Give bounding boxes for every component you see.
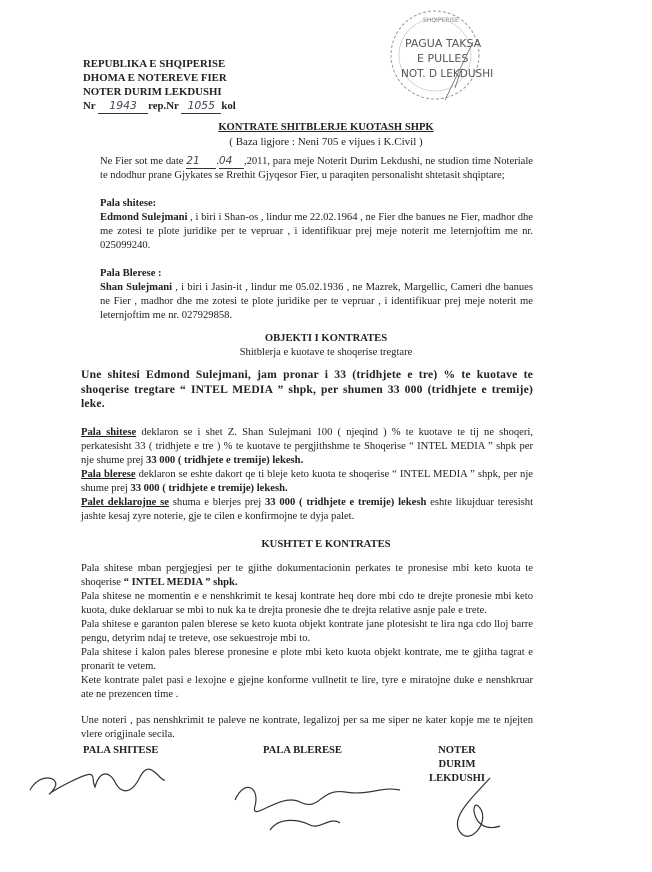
d1-text: deklaron se i shet Z. Shan Sulejmani 100 ( njeqind ) % te kuotave te tij ne shoqeri, perkatesisht 33 ( tridhjete e tre ) % te kuotave te pergjithshme te Shoqerise “ INTEL MEDIA ” shpk per nje shume prej <box>81 426 533 466</box>
notary-label: NOTER <box>438 744 476 756</box>
notary-header <box>83 57 652 114</box>
notary-signature <box>457 778 500 836</box>
nr-label: Nr <box>83 100 96 112</box>
seller-section <box>100 197 533 253</box>
seller-name: Edmond Sulejmani <box>100 212 188 223</box>
stamp-ring-text: SHQIPERISE <box>423 17 459 24</box>
object-subheading: Shitblerja e kuotave te shoqerise tregtare <box>239 347 413 358</box>
condition-5: Kete kontrate palet pasi e lexojne e gjejne konforme vullnetit te lire, tyre e miratojne duke e nenshkruar ate ne prezencen time . <box>81 674 533 700</box>
nr-value: 1943 <box>98 99 148 114</box>
buyer-signature <box>235 787 400 830</box>
notary-name: DURIM LEKDUSHI <box>429 758 485 784</box>
condition-1: Pala shitese mban pergjegjesi per te gjithe dokumentacionin perkates te pronesise mbi keto kuota te shoqerise <box>81 562 533 588</box>
rep-label: rep.Nr <box>148 100 179 112</box>
conditions-heading: KUSHTET E KONTRATES <box>261 538 391 550</box>
d1-amount: 33 000 ( tridhjete e tremije) lekesh. <box>146 454 304 466</box>
date-month: 04 <box>219 154 244 169</box>
header-line-1: REPUBLIKA E SHQIPERISE <box>83 58 226 70</box>
legal-basis: ( Baza ligjore : Neni 705 e vijues i K.Civil ) <box>229 136 423 148</box>
register-number-line <box>83 99 652 114</box>
d3-amount: 33 000 ( tridhjete e tremije) lekesh <box>265 496 427 508</box>
closing-paragraph: Une noteri , pas nenshkrimit te paleve ne kontrate, legalizoj per sa me siper ne kater kopje me te njejten vlere origjinale secila. <box>81 714 533 740</box>
signature-area <box>0 744 652 844</box>
rep-value: 1055 <box>181 99 221 114</box>
d3-label: Palet deklarojne se <box>81 496 169 508</box>
stamp-line-1: PAGUA TAKSA <box>405 37 482 50</box>
seller-statement: Une shitesi Edmond Sulejmani, jam pronar i 33 (tridhjete e tre) % te kuotave te shoqerise tregtare “ INTEL MEDIA ” shpk, per shumen 33 000 (tridhjete e tremije) leke. <box>81 368 533 410</box>
header-line-3: NOTER DURIM LEKDUSHI <box>83 86 222 98</box>
d3-tail: eshte likujduar teresisht jashte kesaj zyre noterie, gje te cilen e konfirmojne te dyja palet. <box>81 496 534 522</box>
condition-2: Pala shitese ne momentin e e nenshkrimit te kesaj kontrate heq dore mbi cdo te drejte pronesie mbi keto kuota, duke deklaruar se mbi to nuk ka te drejta pronesie dhe te drejta relative asnje pale e trete. <box>81 590 533 616</box>
d2-amount: 33 000 ( tridhjete e tremije) lekesh. <box>130 482 288 494</box>
seller-details: , i biri i Shan-os , lindur me 22.02.1964 , ne Fier dhe banues ne Fier, madhor dhe me zotesi te plote juridike per te vepruar , i identifikuar prej meje noterit me leternjoftim me nr. 025099240. <box>100 212 533 251</box>
header-line-2: DHOMA E NOTEREVE FIER <box>83 72 227 84</box>
date-day: 21 <box>186 154 216 169</box>
contract-title: KONTRATE SHITBLERJE KUOTASH SHPK <box>218 122 434 133</box>
buyer-section <box>100 267 533 323</box>
seller-heading: Pala shitese: <box>100 198 157 209</box>
stamp-line-3: NOT. D LEKDUSHI <box>401 68 494 80</box>
seller-signature <box>30 769 165 794</box>
kol-label: kol <box>221 100 236 112</box>
object-heading: OBJEKTI I KONTRATES <box>264 333 388 344</box>
buyer-signature-label: PALA BLERESE <box>263 744 342 756</box>
buyer-details: , i biri i Jasin-it , lindur me 05.02.1936 , ne Mazrek, Margellic, Cameri dhe banues ne Fier , madhor dhe me zotesi te plote juridike per te vepruar , i identifikuar prej meje noterit me leternjoftim me nr. 027929858. <box>100 282 533 321</box>
signatures-scribbles <box>0 760 652 844</box>
d3-text: shuma e blerjes prej <box>169 496 265 508</box>
buyer-heading: Pala Blerese : <box>100 268 162 279</box>
d2-label: Pala blerese <box>81 468 136 480</box>
condition-1-company: “ INTEL MEDIA ” shpk. <box>123 576 238 588</box>
condition-3: Pala shitese e garanton palen blerese se keto kuota objekt kontrate jane plotesisht te lira nga cdo lloj barre pengu, detyrim ndaj te treteve, ose sekuestroje mbi to. <box>81 618 533 644</box>
d2-text: deklaron se eshte dakort qe ti bleje keto kuota te shoqerise “ INTEL MEDIA ” shpk, per nje shume prej <box>81 468 533 494</box>
stamp-line-2: E PULLES <box>417 52 469 65</box>
declarations <box>81 426 533 524</box>
seller-signature-label: PALA SHITESE <box>83 744 159 756</box>
condition-4: Pala shitese i kalon pales blerese pronesine e plote mbi keto kuota objekt kontrate, me te gjitha tagrat e pronarit te vetem. <box>81 646 533 672</box>
conditions <box>81 562 533 702</box>
d1-label: Pala shitese <box>81 426 137 438</box>
intro-paragraph: Ne Fier sot me date 21 .04 ,2011, para meje Noterit Durim Lekdushi, ne studion time Noteriale te ndodhur prane Gjykates se Rrethit Gjyqesor Fier, u paraqiten personalisht shtetasit shqiptare; <box>100 155 534 181</box>
buyer-name: Shan Sulejmani <box>100 282 173 293</box>
